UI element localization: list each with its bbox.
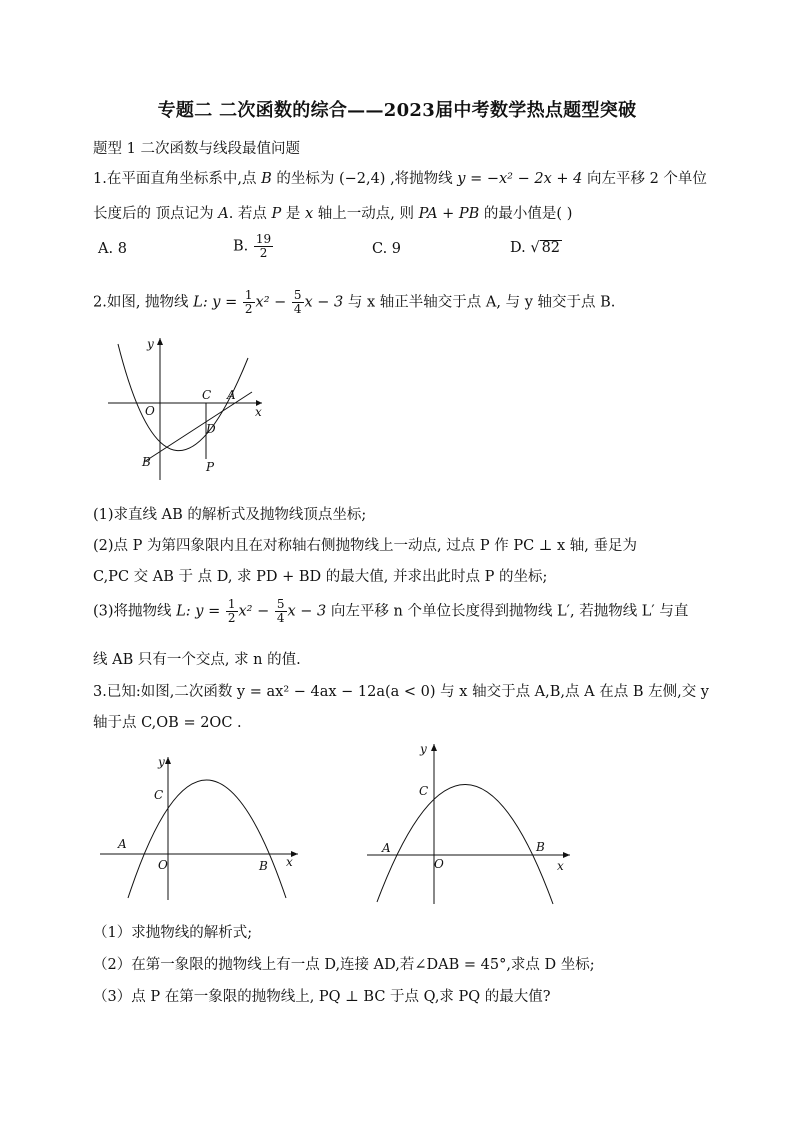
q1-point-p: P (271, 206, 282, 222)
section-heading: 题型 1 二次函数与线段最值问题 (93, 141, 300, 157)
fraction (226, 598, 238, 625)
label-x: x (255, 405, 262, 419)
q3-part2: （2）在第一象限的抛物线上有一点 D,连接 AD,若∠DAB = 45°,求点 D 坐标; (93, 957, 595, 973)
y-axis-arrow (165, 757, 171, 764)
fraction (243, 289, 255, 316)
label-y: y (420, 742, 427, 756)
q2-eq: x − 3 (304, 294, 344, 311)
q1-coord: (−2,4) (338, 171, 386, 187)
q2-part3b: 线 AB 只有一个交点, 求 n 的值. (93, 652, 301, 668)
q1-line2 (93, 202, 572, 223)
denominator: 4 (293, 302, 302, 316)
page-title: 专题二 二次函数的综合——2023届中考数学热点题型突破 (157, 100, 637, 121)
parabola (128, 780, 286, 898)
numerator: 19 (255, 232, 272, 246)
label-b: B (142, 455, 151, 469)
q1-text: 的最小值是( ) (479, 206, 573, 222)
fraction (275, 598, 287, 625)
q2-eq: : y = (185, 603, 225, 620)
q1-text: ,将抛物线 (385, 171, 458, 187)
q1-option-c: C. 9 (372, 241, 402, 257)
numerator: 5 (276, 597, 285, 611)
q3-part1: （1）求抛物线的解析式; (93, 925, 253, 941)
q3-figure-1 (98, 752, 308, 902)
q2-eq: x² − (238, 603, 274, 620)
q1-point-b: B (261, 171, 272, 187)
q1-text: 的坐标为 (271, 171, 339, 187)
fraction (292, 289, 304, 316)
label-a: A (118, 837, 127, 851)
q1-text: . 若点 (228, 206, 272, 222)
option-label: B. (233, 238, 249, 255)
q3-part3: （3）点 P 在第一象限的抛物线上, PQ ⊥ BC 于点 Q,求 PQ 的最大值? (93, 989, 551, 1005)
q1-text: 轴上一动点, 则 (313, 206, 419, 222)
q1-option-b (233, 233, 274, 260)
q2-curve-name: L (193, 294, 203, 311)
q2-part2b: C,PC 交 AB 于 点 D, 求 PD + BD 的最大值, 并求出此时点 P 的坐标; (93, 569, 548, 585)
q1-line1 (93, 167, 707, 188)
q2-figure (100, 330, 275, 490)
q2-part1: (1)求直线 AB 的解析式及抛物线顶点坐标; (93, 507, 367, 523)
label-b: B (259, 859, 268, 873)
y-axis-arrow (157, 338, 163, 345)
q2-part2a: (2)点 P 为第四象限内且在对称轴右侧抛物线上一动点, 过点 P 作 PC ⊥ x 轴, 垂足为 (93, 538, 638, 554)
q1-equation: y = −x² − 2x + 4 (457, 171, 583, 187)
q1-text: 向左平移 2 个单位 (582, 171, 707, 187)
q3-line1: 3.已知:如图,二次函数 y = ax² − 4ax − 12a(a < 0) 与 x 轴交于点 A,B,点 A 在点 B 左侧,交 y (93, 684, 709, 700)
q2-text: 与 x 轴正半轴交于点 A, 与 y 轴交于点 B. (343, 294, 616, 311)
q1-x: x (305, 206, 314, 222)
label-x: x (286, 855, 293, 869)
q2-part3a (93, 598, 688, 625)
denominator: 2 (244, 302, 253, 316)
q1-text: 是 (281, 206, 306, 222)
x-axis-arrow (563, 852, 570, 858)
q1-option-d (510, 240, 562, 256)
q2-eq: : y = (202, 294, 242, 311)
fraction (254, 233, 273, 260)
parabola (377, 784, 553, 904)
label-o: O (434, 857, 444, 871)
q2-eq: x − 3 (287, 603, 327, 620)
label-y: y (147, 337, 154, 351)
q1-expression: PA + PB (418, 206, 480, 222)
q2-text: 2.如图, 抛物线 (93, 294, 194, 311)
label-o: O (145, 404, 155, 418)
label-c: C (154, 788, 164, 802)
numerator: 5 (293, 288, 302, 302)
q1-text: 1.在平面直角坐标系中,点 (93, 171, 262, 187)
q3-line2: 轴于点 C,OB = 2OC . (93, 715, 242, 731)
label-p: P (206, 460, 215, 474)
label-a: A (382, 841, 391, 855)
q2-text: 向左平移 n 个单位长度得到抛物线 L′, 若抛物线 L′ 与直 (326, 603, 689, 620)
q1-text: 长度后的 顶点记为 (93, 206, 219, 222)
numerator: 1 (227, 597, 236, 611)
denominator: 2 (227, 611, 236, 625)
y-axis-arrow (431, 744, 437, 751)
option-label: D. (510, 240, 526, 256)
label-c: C (419, 784, 429, 798)
label-b: B (536, 840, 545, 854)
numerator: 1 (244, 288, 253, 302)
denominator: 4 (276, 611, 285, 625)
q2-line1 (93, 289, 615, 316)
q1-option-a: A. 8 (98, 241, 127, 257)
q1-point-a: A (218, 206, 229, 222)
label-a: A (227, 388, 236, 402)
q2-eq: x² − (255, 294, 291, 311)
label-d: D (206, 422, 216, 436)
q2-curve-name: L (176, 603, 186, 620)
label-x: x (557, 859, 564, 873)
q2-text: (3)将抛物线 (93, 603, 177, 620)
label-c: C (202, 388, 212, 402)
label-y: y (158, 755, 165, 769)
sqrt-value: 82 (541, 240, 561, 256)
q3-figure-2 (365, 738, 575, 908)
label-o: O (158, 858, 168, 872)
denominator: 2 (259, 246, 268, 260)
sqrt-sign: √ (530, 240, 540, 256)
